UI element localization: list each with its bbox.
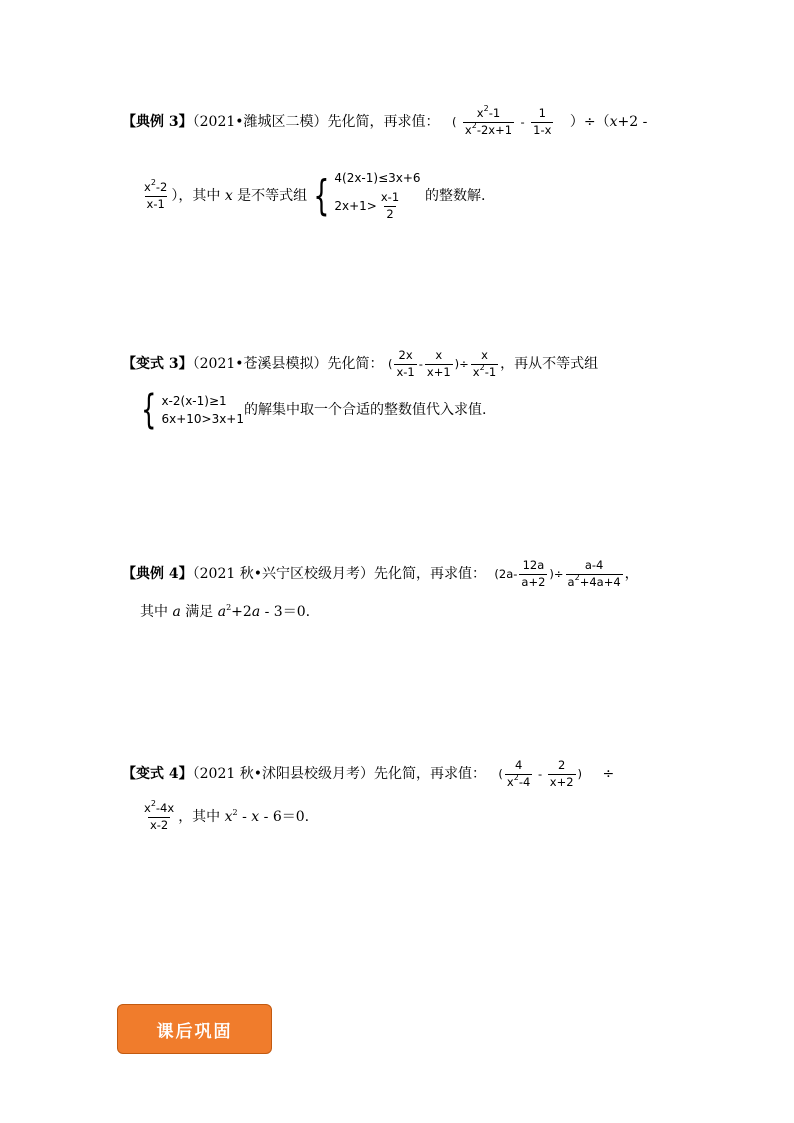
fraction: $\frac{a-4}{a^2+4a+4}$ xyxy=(567,558,621,589)
problem-variant-4-line1: 【变式 4】（2021 秋•沭阳县校级月考）先化简，再求值： ( $\frac{4}{x^2-4}$ - $\frac{2}{x+2}$ ) ÷ xyxy=(122,758,615,789)
problem-example-4-line1: 【典例 4】（2021 秋•兴宁区校级月考）先化简，再求值： (2a- $\frac{12a}{a+2}$ )÷ $\frac{a-4}{a^2+4a+4}$ ， xyxy=(122,558,639,589)
fraction: $\frac{4}{x^2-4}$ xyxy=(506,758,531,789)
inequality-system: { 4(2x-1)≤3x+6 2x+1> $\frac{x-1}{2}$ xyxy=(312,171,421,221)
fraction: $\frac{2}{x+2}$ xyxy=(549,758,574,789)
fraction: $\frac{12a}{a+2}$ xyxy=(521,558,546,589)
fraction: $\frac{1}{1-x}$ xyxy=(533,106,552,137)
problem-source: （2021•潍城区二模） xyxy=(192,114,328,130)
fraction: $\frac{x}{x+1}$ xyxy=(426,348,451,379)
problem-variant-4-line2: $\frac{x^2-4x}{x-2}$ ，其中 $x^2 - x - 6=0$. xyxy=(144,799,310,832)
inequality-system: { x-2(x-1)≥1 6x+10>3x+1 xyxy=(141,387,244,433)
fraction: $\frac{x^2-1}{x^2-2x+1}$ xyxy=(464,104,513,137)
fraction: $\frac{x^2-2}{x-1}$ xyxy=(144,178,168,211)
problem-tag: 【典例 3】 xyxy=(122,114,193,130)
problem-example-3-line1: 【典例 3】（2021•潍城区二模）先化简，再求值： ( $\frac{x^2-1}{x^2-2x+1}$ - $\frac{1}{1-x}$ ）÷（x+2 - xyxy=(122,104,648,137)
fraction: $\frac{2x}{x-1}$ xyxy=(396,348,415,379)
problem-variant-3-line2: { x-2(x-1)≥1 6x+10>3x+1 的解集中取一个合适的整数值代入求值. xyxy=(141,387,487,433)
problem-example-3-line2: $\frac{x^2-2}{x-1}$ ），其中 x 是不等式组 { 4(2x-1)≤3x+6 2x+1> $\frac{x-1}{2}$ 的整数解. xyxy=(144,171,486,221)
section-button-review[interactable]: 课后巩固 xyxy=(117,1004,272,1054)
fraction: $\frac{x^2-4x}{x-2}$ xyxy=(144,799,175,832)
fraction: $\frac{x}{x^2-1}$ xyxy=(472,348,497,379)
problem-example-4-line2: 其中 a 满足 $a^2+2a - 3=0$. xyxy=(140,603,311,620)
problem-variant-3-line1: 【变式 3】（2021•苍溪县模拟）先化简： ( $\frac{2x}{x-1}$ - $\frac{x}{x+1}$ )÷ $\frac{x}{x^2-1}$ ，再从不等式组 xyxy=(122,348,599,379)
problem-instruction: 先化简，再求值： xyxy=(327,114,440,130)
